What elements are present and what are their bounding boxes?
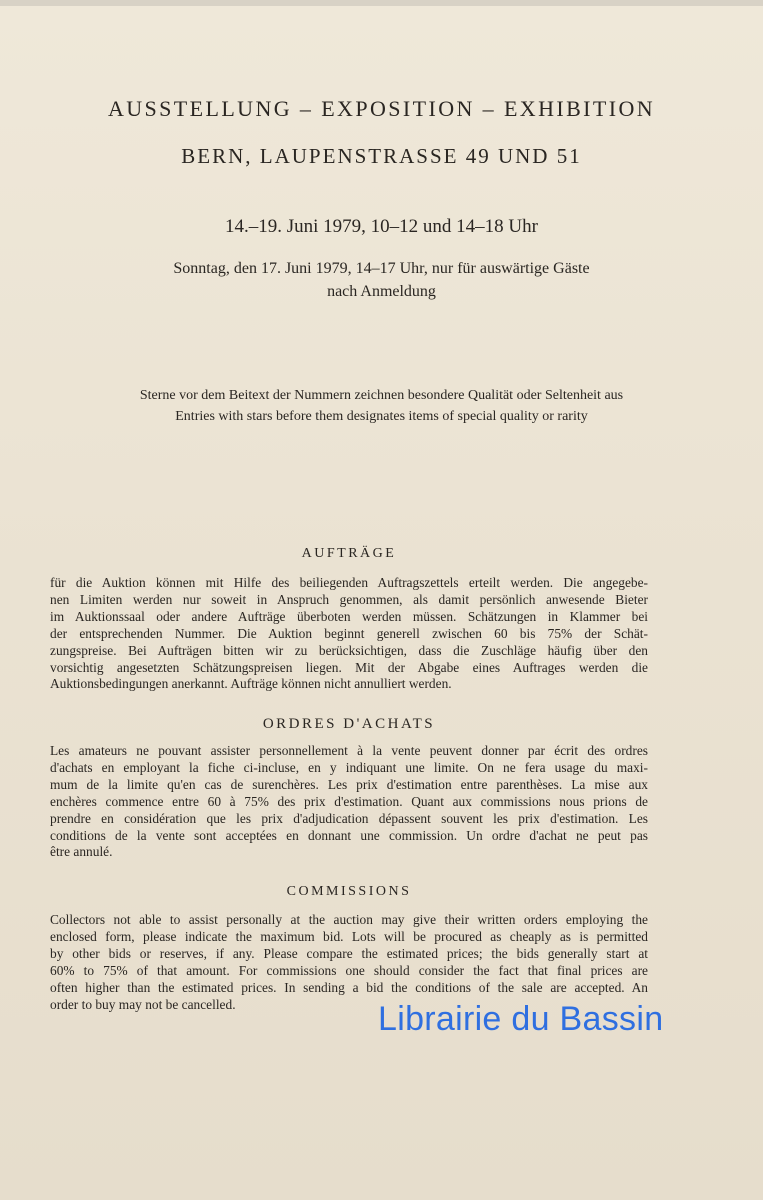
paragraph-line: nen Limiten werden nur soweit in Anspruch genommen, als damit persönlich anwesende Bieter	[50, 591, 648, 607]
paragraph-line: Les amateurs ne pouvant assister personnellement à la vente peuvent donner par écrit des ordres	[50, 743, 648, 758]
section-title-auftraege: AUFTRÄGE	[301, 546, 397, 561]
paragraph-line: often higher than the estimated prices. In sending a bid the conditions of the sale are accepted. An	[50, 979, 648, 995]
paragraph-line: 60% to 75% of that amount. For commissions one should consider the fact that final prices are	[50, 962, 648, 978]
paragraph-ordres	[50, 743, 648, 861]
paragraph-line: prendre en considération que les prix d'adjudication dépassent souvent les prix d'estimation. Les	[50, 810, 648, 826]
stars-note-english: Entries with stars before them designates items of special quality or rarity	[175, 409, 588, 424]
paragraph-line: mum de la limite qu'en cas de surenchères. Les prix d'estimation entre parenthèses. La mise aux	[50, 776, 648, 792]
exhibition-address: BERN, LAUPENSTRASSE 49 UND 51	[181, 144, 582, 168]
paragraph-line: enchères commence entre 60 à 75% des prix d'estimation. Quant aux commissions nous prions de	[50, 793, 648, 809]
paragraph-line: zungspreise. Bei Aufträgen bitten wir zu berücksichtigen, dass die Zuschläge häufig über den	[50, 642, 648, 658]
section-title-ordres: ORDRES D'ACHATS	[262, 716, 436, 732]
section-title-commissions: COMMISSIONS	[286, 884, 412, 899]
paragraph-line: für die Auktion können mit Hilfe des beiliegenden Auftragszettels erteilt werden. Die angegebe-	[50, 575, 648, 590]
paragraph-line: by other bids or reserves, if any. Please compare the estimated prices; the bids generally start at	[50, 945, 648, 961]
paragraph-commissions	[50, 912, 648, 1013]
paragraph-line: être annulé.	[50, 844, 113, 860]
sunday-note-line2: nach Anmeldung	[327, 283, 436, 300]
paragraph-line: enclosed form, please indicate the maximum bid. Lots will be procured as cheaply as is permitted	[50, 928, 648, 944]
paragraph-line: Auktionsbedingungen anerkannt. Aufträge können nicht annulliert werden.	[50, 676, 452, 692]
paragraph-auftraege	[50, 575, 648, 693]
paragraph-line: conditions de la vente sont acceptées en donnant une commission. Un ordre d'achat ne peut pas	[50, 827, 648, 843]
paragraph-line: order to buy may not be cancelled.	[50, 996, 236, 1012]
paragraph-line: d'achats en employant la fiche ci-incluse, en y indiquant une limite. On ne fera usage du maxi-	[50, 759, 648, 775]
stars-note-german: Sterne vor dem Beitext der Nummern zeichnen besondere Qualität oder Seltenheit aus	[139, 388, 624, 403]
paragraph-line: der entsprechenden Nummer. Die Auktion beginnt generell zwischen 60 bis 75% der Schät-	[50, 625, 648, 641]
sunday-note-line1: Sonntag, den 17. Juni 1979, 14–17 Uhr, nur für auswärtige Gäste	[173, 260, 590, 277]
exhibition-dates: 14.–19. Juni 1979, 10–12 und 14–18 Uhr	[225, 216, 538, 237]
exhibition-title: AUSSTELLUNG – EXPOSITION – EXHIBITION	[107, 96, 656, 121]
paragraph-line: Collectors not able to assist personally at the auction may give their written orders employing the	[50, 912, 648, 927]
paragraph-line: im Auktionssaal oder andere Aufträge überboten werden müssen. Schätzungen in Klammer bei	[50, 608, 648, 624]
bookseller-watermark: Librairie du Bassin	[378, 1000, 664, 1038]
paragraph-line: vorsichtig angesetzten Schätzungspreisen liegen. Mit der Abgabe eines Auftrages werden die	[50, 659, 648, 675]
